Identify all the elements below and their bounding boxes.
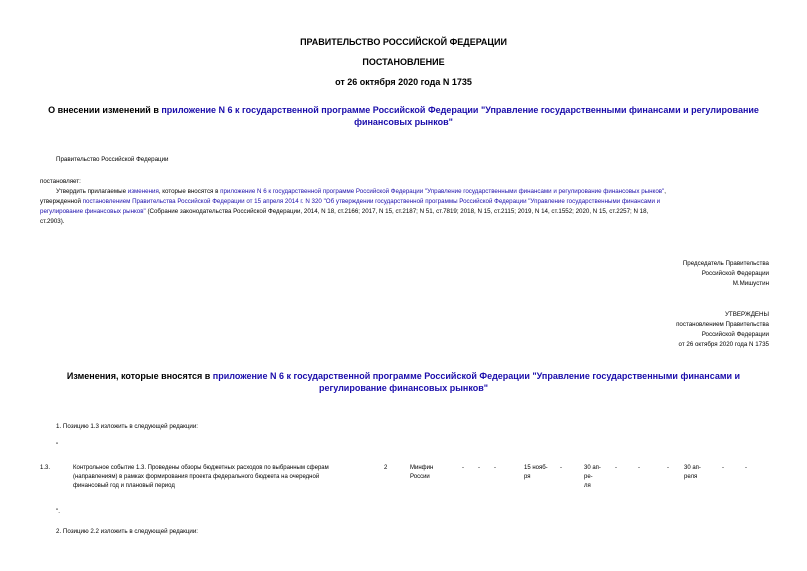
close-quote: ". bbox=[56, 508, 60, 515]
approved-line-4: от 26 октября 2020 года N 1735 bbox=[678, 341, 769, 348]
approved-line-3: Российской Федерации bbox=[701, 331, 769, 338]
date-3: 30 ап- реля bbox=[684, 465, 701, 480]
cell-dash: - bbox=[494, 465, 496, 471]
authority-heading: ПРАВИТЕЛЬСТВО РОССИЙСКОЙ ФЕДЕРАЦИИ bbox=[300, 37, 507, 47]
resolves-label: постановляет: bbox=[40, 178, 81, 185]
cell-dash: - bbox=[462, 465, 464, 471]
changes-title-link[interactable]: приложение N 6 к государственной программе Российской Федерации "Управление государственными финансами и bbox=[212, 371, 741, 381]
resolution-link-cont[interactable]: регулирование финансовых рынков" bbox=[40, 208, 146, 215]
signature-block bbox=[683, 259, 769, 289]
changes-title bbox=[0, 370, 807, 394]
document-title bbox=[0, 104, 807, 128]
resolution-link[interactable]: постановлением Правительства Российской Федерации от 15 апреля 2014 г. N 320 "Об утверждении государственной программы Российской Федерации "Управление государственными финансами и bbox=[82, 198, 661, 205]
title-prefix: О внесении изменений в bbox=[48, 105, 162, 115]
body-line-3: регулирование финансовых рынков" (Собрание законодательства Российской Федерации, 2014, N 18, ст.2166; 2017, N 15, ст.2187; N 51, ст.7819; 2018, N 15, ст.2115; 2019, N 14, ст.1552; 2020, N 15, ст.2257; N 18, bbox=[40, 208, 649, 215]
government-label: Правительство Российской Федерации bbox=[56, 156, 169, 163]
changes-title-link-cont[interactable]: регулирование финансовых рынков" bbox=[318, 383, 489, 393]
body-line-4: ст.2903). bbox=[40, 218, 65, 225]
body-line-1: Утвердить прилагаемые изменения, которые вносятся в приложение N 6 к государственной программе Российской Федерации "Управление государственными финансами и регулирование финансовых рынков", bbox=[56, 188, 666, 195]
appendix-link[interactable]: приложение N 6 к государственной программе Российской Федерации "Управление государственными финансами и регулирование финансовых рынков" bbox=[220, 188, 665, 195]
date-1: 15 нояб- ря bbox=[524, 465, 548, 480]
item-1-text: 1. Позицию 1.3 изложить в следующей редакции: bbox=[56, 423, 198, 430]
date-number-heading: от 26 октября 2020 года N 1735 bbox=[335, 77, 472, 87]
cell-dash: - bbox=[615, 465, 617, 471]
title-link[interactable]: приложение N 6 к государственной программе Российской Федерации "Управление государственными финансами и регулирование bbox=[161, 105, 759, 115]
signature-line-2: Российской Федерации bbox=[701, 270, 769, 277]
signature-line-1: Председатель Правительства bbox=[682, 260, 769, 267]
item-2-text: 2. Позицию 2.2 изложить в следующей редакции: bbox=[56, 528, 198, 535]
open-quote: " bbox=[56, 442, 59, 449]
col-2: 2 bbox=[384, 465, 388, 471]
changes-link[interactable]: изменения bbox=[127, 188, 159, 195]
row-description: Контрольное событие 1.3. Проведены обзоры бюджетных расходов по выбранным сферам (направлениям) в рамках формирования проекта федерального бюджета на очередной финансовый год и плановый период bbox=[73, 465, 329, 489]
approved-line-2: постановлением Правительства bbox=[676, 321, 769, 328]
doc-type-heading: ПОСТАНОВЛЕНИЕ bbox=[362, 57, 445, 67]
title-link-cont[interactable]: финансовых рынков" bbox=[354, 117, 453, 127]
date-2: 30 ап- ре- ля bbox=[584, 465, 601, 489]
signature-line-3: М.Мишустин bbox=[732, 280, 769, 287]
cell-dash: - bbox=[722, 465, 724, 471]
changes-title-prefix: Изменения, которые вносятся в bbox=[66, 371, 213, 381]
executor: Минфин России bbox=[410, 465, 434, 480]
row-number: 1.3. bbox=[40, 465, 51, 471]
approved-block bbox=[676, 310, 769, 350]
approved-line-1: УТВЕРЖДЕНЫ bbox=[725, 311, 769, 318]
cell-dash: - bbox=[478, 465, 480, 471]
cell-dash: - bbox=[745, 465, 747, 471]
cell-dash: - bbox=[638, 465, 640, 471]
cell-dash: - bbox=[667, 465, 669, 471]
body-line-2: утвержденной постановлением Правительства Российской Федерации от 15 апреля 2014 г. N 320 "Об утверждении государственной программы Российской Федерации "Управление государственными финансами и bbox=[40, 198, 661, 205]
cell-dash: - bbox=[560, 465, 562, 471]
